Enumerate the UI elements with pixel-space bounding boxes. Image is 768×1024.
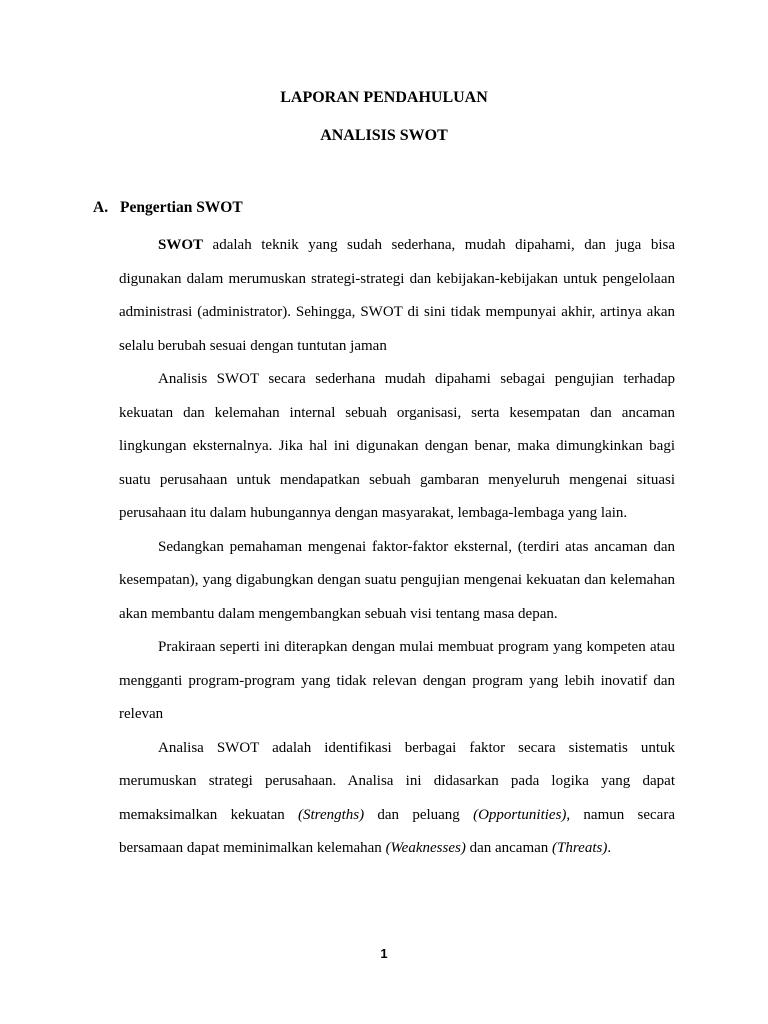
paragraph-5 xyxy=(119,732,675,866)
term-weaknesses: (Weaknesses) xyxy=(385,840,466,856)
section-heading xyxy=(93,198,243,218)
paragraph-2: Analisis SWOT secara sederhana mudah dipahami sebagai pengujian terhadap kekuatan dan kelemahan internal sebuah organisasi, serta kesempatan dan ancaman lingkungan eksternalnya. Jika hal ini digunakan dengan benar, maka dimungkinkan bagi suatu perusahaan untuk mendapatkan sebuah gambaran menyeluruh mengenai situasi perusahaan itu dalam hubungannya dengan masyarakat, lembaga-lembaga yang lain. xyxy=(119,371,675,521)
term-threats: (Threats) xyxy=(552,840,608,856)
section-letter: A. xyxy=(93,199,109,216)
paragraph-5-text-3: , namun secara bersamaan dapat meminimalkan kelemahan xyxy=(119,806,675,856)
paragraph-3: Sedangkan pemahaman mengenai faktor-faktor eksternal, (terdiri atas ancaman dan kesempatan), yang digabungkan dengan suatu pengujian mengenai kekuatan dan kelemahan akan membantu dalam mengembangkan sebuah visi tentang masa depan. xyxy=(119,538,675,622)
paragraph-5-text-1: Analisa SWOT adalah identifikasi berbagai faktor secara sistematis untuk merumuskan strategi perusahaan. Analisa ini didasarkan pada logika yang dapat memaksimalkan kekuatan xyxy=(119,739,675,823)
term-strengths: (Strengths) xyxy=(298,806,365,823)
document-subtitle: ANALISIS SWOT xyxy=(320,127,448,144)
term-opportunities: (Opportunities) xyxy=(473,806,567,823)
document-title: LAPORAN PENDAHULUAN xyxy=(280,89,488,106)
section-title: Pengertian SWOT xyxy=(120,199,243,216)
paragraph-4: Prakiraan seperti ini diterapkan dengan mulai membuat program yang kompeten atau mengganti program-program yang tidak relevan dengan program yang lebih inovatif dan relevan xyxy=(119,639,675,722)
paragraph-5-text-4: dan ancaman xyxy=(465,840,553,856)
swot-term: SWOT xyxy=(158,237,204,253)
page-number: 1 xyxy=(380,946,388,961)
paragraph-1 xyxy=(119,229,675,363)
paragraph-1-text: adalah teknik yang sudah sederhana, mudah dipahami, dan juga bisa digunakan dalam merumuskan strategi-strategi dan kebijakan-kebijakan untuk pengelolaan administrasi (administrator). Sehingga, SWOT di sini tidak mempunyai akhir, artinya akan selalu berubah sesuai dengan tuntutan jaman xyxy=(119,237,675,354)
paragraph-5-text-5: . xyxy=(607,840,612,856)
paragraph-5-text-2: dan peluang xyxy=(364,806,474,823)
document-body xyxy=(119,229,675,866)
